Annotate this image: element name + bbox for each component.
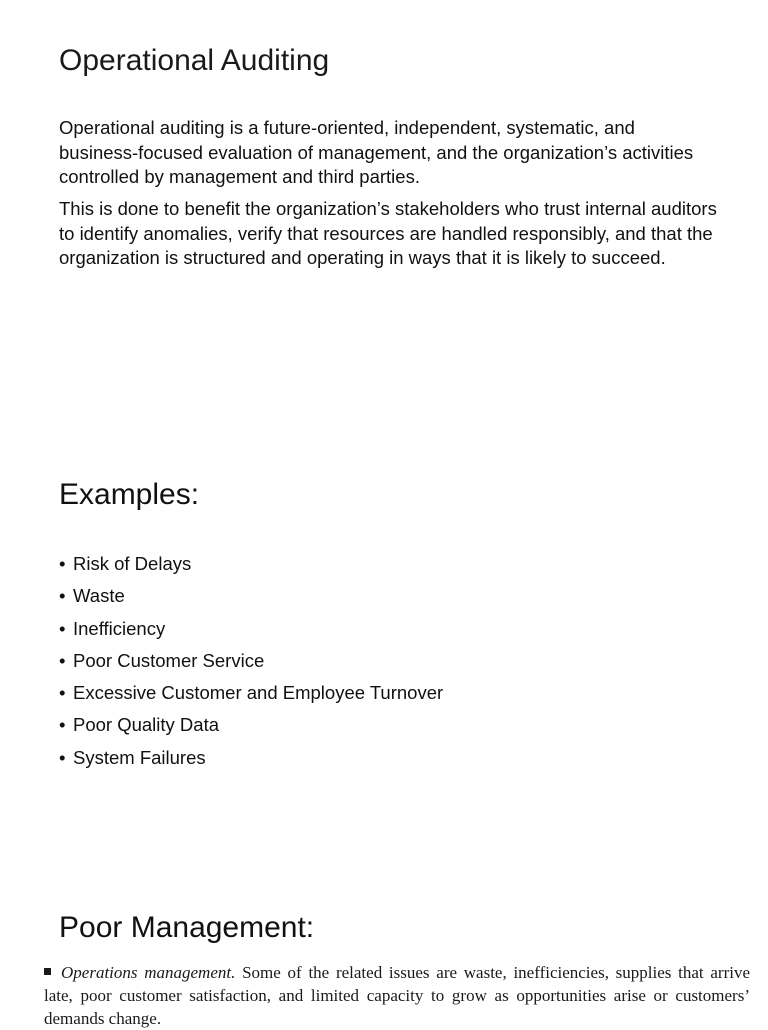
- bullet-icon: •: [59, 553, 66, 574]
- list-item-label: Poor Quality Data: [73, 714, 220, 736]
- page-title: Operational Auditing: [59, 44, 330, 77]
- square-bullet-icon: [44, 968, 51, 975]
- list-item-label: System Failures: [73, 746, 206, 768]
- definition-paragraph: Operational auditing is a future-oriented, independent, systematic, and business-focused evaluation of management, and the organization’s activities controlled by management and third parties.: [59, 117, 694, 187]
- list-item-label: Poor Customer Service: [73, 649, 265, 671]
- list-item-label: Risk of Delays: [73, 553, 192, 574]
- list-item-label: Excessive Customer and Employee Turnover: [73, 682, 444, 704]
- poor-management-heading: Poor Management:: [59, 911, 315, 944]
- excerpt-text: Some of the related issues are waste, inefficiencies, supplies that arrive late, poor customer satisfaction, and limited capacity to grow as opportunities arise or customers’ demands change.: [44, 963, 750, 1028]
- bullet-icon: •: [59, 617, 66, 639]
- list-item: [59, 613, 443, 645]
- bullet-icon: •: [59, 682, 66, 704]
- list-item: [59, 709, 443, 741]
- bullet-icon: •: [59, 746, 66, 768]
- list-item-label: Inefficiency: [73, 617, 166, 639]
- list-item: [59, 645, 443, 677]
- bullet-icon: •: [59, 585, 66, 607]
- list-item: [59, 548, 443, 580]
- operations-management-excerpt: [44, 961, 750, 1030]
- purpose-paragraph: This is done to benefit the organization’s stakeholders who trust internal auditors to identify anomalies, verify that resources are handled responsibly, and that the organization is structured and operating in ways that it is likely to succeed.: [59, 198, 717, 268]
- bullet-icon: •: [59, 649, 66, 671]
- examples-list: [59, 548, 443, 774]
- list-item-label: Waste: [73, 585, 125, 607]
- excerpt-term: Operations management.: [61, 963, 236, 982]
- list-item: [59, 677, 443, 709]
- bullet-icon: •: [59, 714, 66, 736]
- examples-heading: Examples:: [59, 478, 200, 511]
- list-item: [59, 742, 443, 774]
- list-item: [59, 580, 443, 612]
